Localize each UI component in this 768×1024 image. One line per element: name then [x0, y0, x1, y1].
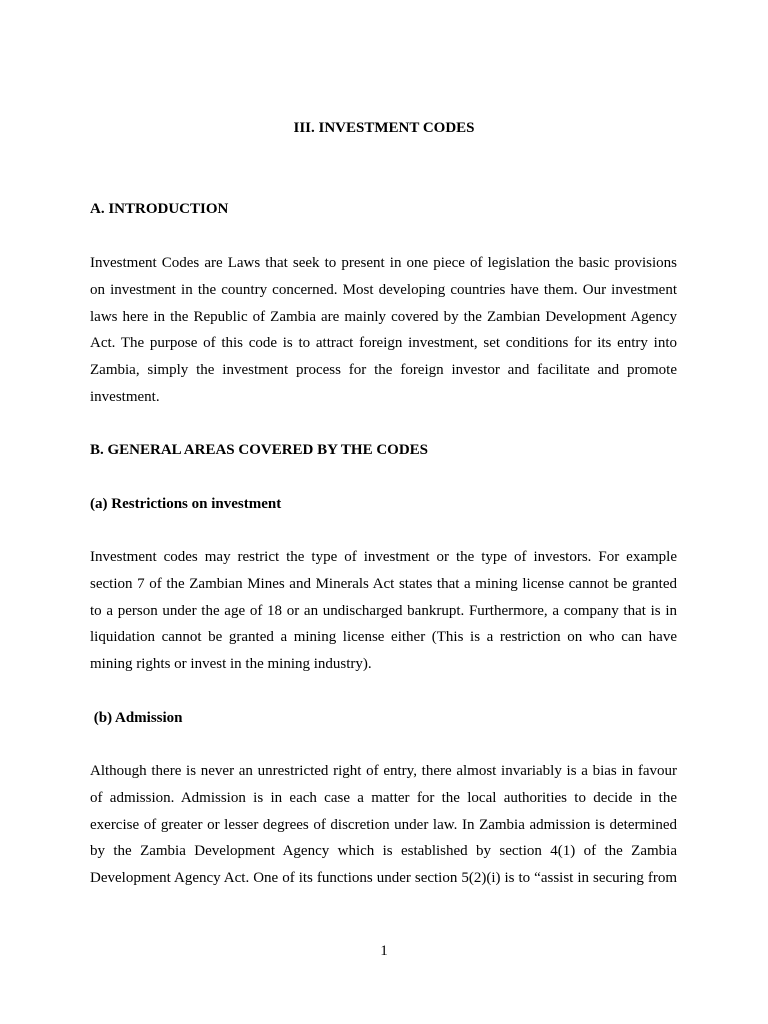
- paragraph-line: liquidation cannot be granted a mining license either (This is a restriction on who can have: [90, 629, 677, 646]
- page-title: III. INVESTMENT CODES: [293, 120, 475, 136]
- paragraph-line: investment.: [90, 388, 160, 405]
- section-a-heading: A. INTRODUCTION: [90, 201, 229, 217]
- paragraph-line: Investment codes may restrict the type of investment or the type of investors. For example: [90, 549, 677, 565]
- paragraph-line: Act. The purpose of this code is to attract foreign investment, set conditions for its entry into: [90, 335, 677, 352]
- paragraph-line: Investment Codes are Laws that seek to present in one piece of legislation the basic provisions: [90, 255, 677, 271]
- paragraph-line: section 7 of the Zambian Mines and Minerals Act states that a mining license cannot be granted: [90, 575, 677, 592]
- subsection-a-paragraph: [90, 544, 677, 678]
- paragraph-line: Although there is never an unrestricted right of entry, there almost invariably is a bias in favour: [90, 763, 677, 779]
- paragraph-line: to a person under the age of 18 or an undischarged bankrupt. Furthermore, a company that is in: [90, 602, 677, 619]
- paragraph-line: of admission. Admission is in each case a matter for the local authorities to decide in the: [90, 789, 677, 806]
- page-number: 1: [380, 943, 388, 959]
- subsection-b-heading: (b) Admission: [90, 710, 183, 726]
- section-a-paragraph: [90, 250, 677, 411]
- paragraph-line: by the Zambia Development Agency which is established by section 4(1) of the Zambia: [90, 843, 677, 860]
- paragraph-line: mining rights or invest in the mining industry).: [90, 656, 372, 673]
- subsection-b-paragraph: [90, 758, 677, 892]
- paragraph-line: laws here in the Republic of Zambia are mainly covered by the Zambian Development Agency: [90, 308, 677, 325]
- paragraph-line: Zambia, simply the investment process for the foreign investor and facilitate and promote: [90, 362, 677, 379]
- paragraph-line: on investment in the country concerned. Most developing countries have them. Our investment: [90, 281, 677, 298]
- paragraph-line: exercise of greater or lesser degrees of discretion under law. In Zambia admission is determined: [90, 816, 677, 833]
- section-b-heading: B. GENERAL AREAS COVERED BY THE CODES: [90, 442, 428, 458]
- subsection-a-heading: (a) Restrictions on investment: [90, 496, 282, 512]
- paragraph-line: Development Agency Act. One of its functions under section 5(2)(i) is to “assist in securing from: [90, 870, 677, 887]
